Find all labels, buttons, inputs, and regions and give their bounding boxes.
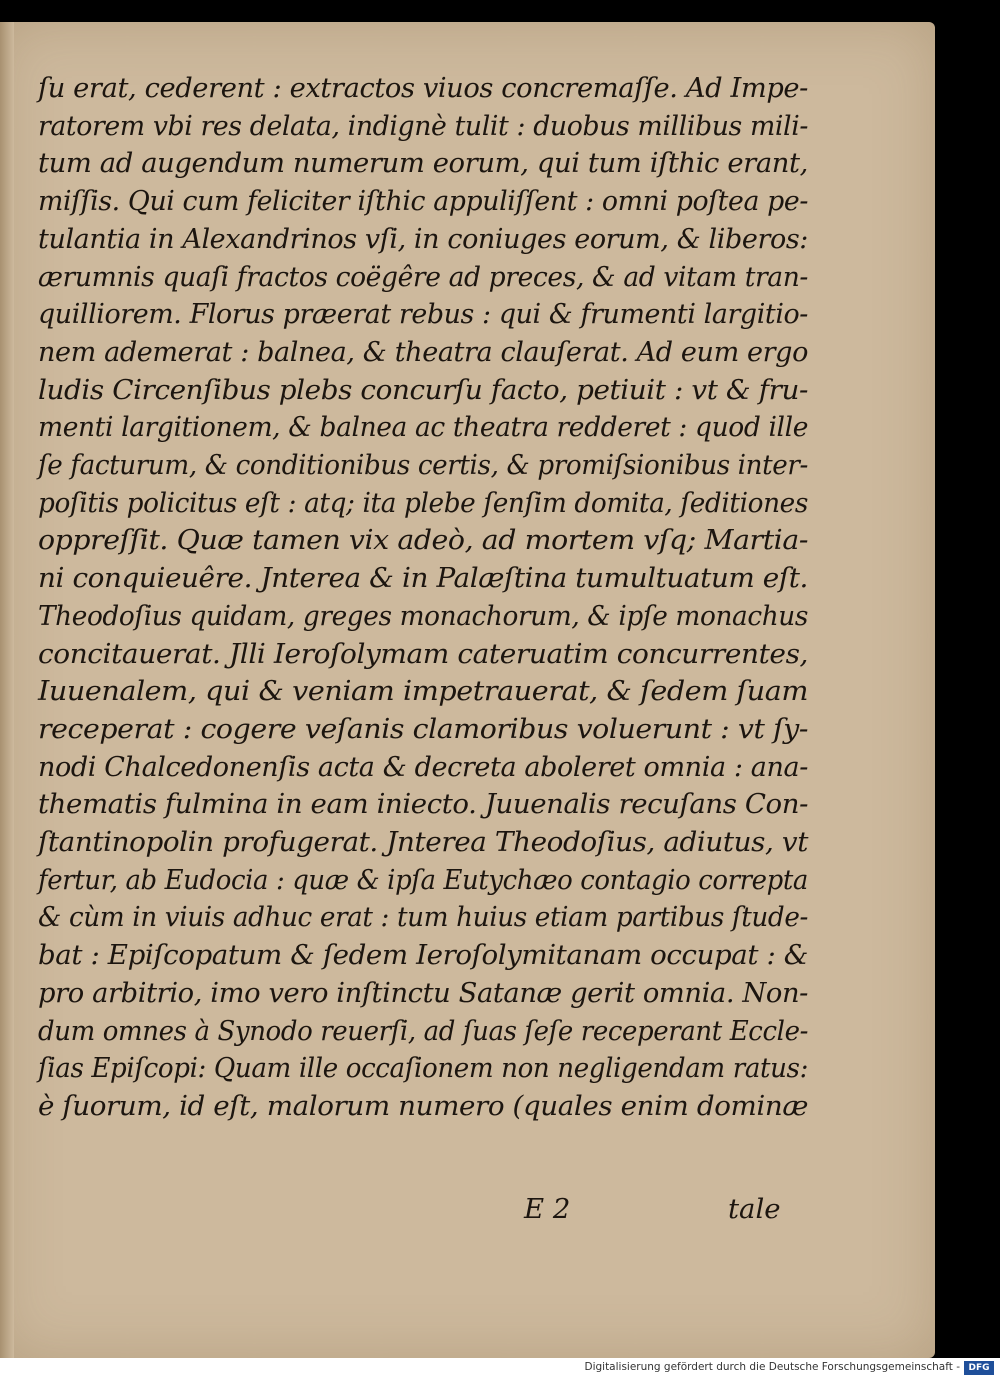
text-line-11: ſe facturum, & conditionibus certis, & promiſsionibus inter- xyxy=(38,449,808,482)
dfg-logo-icon: DFG xyxy=(964,1361,994,1375)
text-line-14: ni conquieuêre. Jnterea & in Palæſtina tumultuatum eſt. xyxy=(38,562,808,595)
text-line-8: nem ademerat : balnea, & theatra clauſerat. Ad eum ergo xyxy=(38,335,808,368)
catchword: tale xyxy=(728,1193,781,1225)
text-line-27: ſias Epiſcopi: Quam ille occaſionem non negligendam ratus: xyxy=(38,1052,808,1085)
text-line-20: thematis fulmina in eam iniecto. Juuenalis recuſans Con- xyxy=(38,788,808,821)
text-line-16: concitauerat. Jlli Ieroſolymam cateruatim concurrentes, xyxy=(38,637,808,670)
digitization-credit-bar xyxy=(0,1358,1000,1378)
page-gutter-shadow xyxy=(0,22,14,1358)
text-line-1: ſu erat, cederent : extractos viuos concremaſſe. Ad Impe- xyxy=(38,72,808,104)
text-block xyxy=(38,70,808,1126)
signature-mark: E 2 xyxy=(524,1193,571,1225)
text-line-13: oppreſſit. Quæ tamen vix adeò, ad mortem vſq; Martia- xyxy=(38,524,808,557)
text-line-22: fertur, ab Eudocia : quæ & ipſa Eutychæo contagio correpta xyxy=(38,863,808,896)
text-line-6: ærumnis quaſi fractos coëgêre ad preces, & ad vitam tran- xyxy=(38,260,808,293)
text-line-2: ratorem vbi res delata, indignè tulit : duobus millibus mili- xyxy=(38,109,808,142)
text-line-25: pro arbitrio, imo vero inſtinctu Satanæ gerit omnia. Non- xyxy=(38,976,808,1009)
page-footer xyxy=(38,1193,808,1233)
text-line-18: receperat : cogere veſanis clamoribus voluerunt : vt ſy- xyxy=(38,712,808,745)
text-line-4: miſſis. Qui cum feliciter iſthic appuliſſent : omni poſtea pe- xyxy=(38,185,808,218)
text-line-9: ludis Circenſibus plebs concurſu facto, petiuit : vt & fru- xyxy=(38,373,808,406)
text-line-10: menti largitionem, & balnea ac theatra redderet : quod ille xyxy=(38,411,808,444)
text-line-12: poſitis policitus eſt : atq; ita plebe ſenſim domita, ſeditiones xyxy=(38,486,808,519)
text-line-26: dum omnes à Synodo reuerſi, ad ſuas ſeſe receperant Eccle- xyxy=(38,1014,808,1047)
text-line-15: Theodoſius quidam, greges monachorum, & ipſe monachus xyxy=(38,599,808,632)
text-line-7: quilliorem. Florus præerat rebus : qui & frumenti largitio- xyxy=(38,298,808,331)
text-line-28: è ſuorum, id eſt, malorum numero (quales enim dominæ xyxy=(38,1089,808,1122)
book-page xyxy=(0,22,935,1358)
text-line-3: tum ad augendum numerum eorum, qui tum iſthic erant, xyxy=(38,147,808,180)
text-line-24: bat : Epiſcopatum & ſedem Ieroſolymitanam occupat : & xyxy=(38,939,809,972)
funding-credit-text: Digitalisierung gefördert durch die Deutsche Forschungsgemeinschaft - xyxy=(584,1361,960,1373)
text-line-5: tulantia in Alexandrinos vſi, in coniuges eorum, & liberos: xyxy=(38,222,808,255)
text-line-21: ſtantinopolin profugerat. Jnterea Theodoſius, adiutus, vt xyxy=(38,826,809,859)
text-line-19: nodi Chalcedonenſis acta & decreta aboleret omnia : ana- xyxy=(38,750,808,783)
text-line-23: & cùm in viuis adhuc erat : tum huius etiam partibus ſtude- xyxy=(38,901,808,934)
text-line-17: Iuuenalem, qui & veniam impetrauerat, & ſedem ſuam xyxy=(38,675,808,708)
